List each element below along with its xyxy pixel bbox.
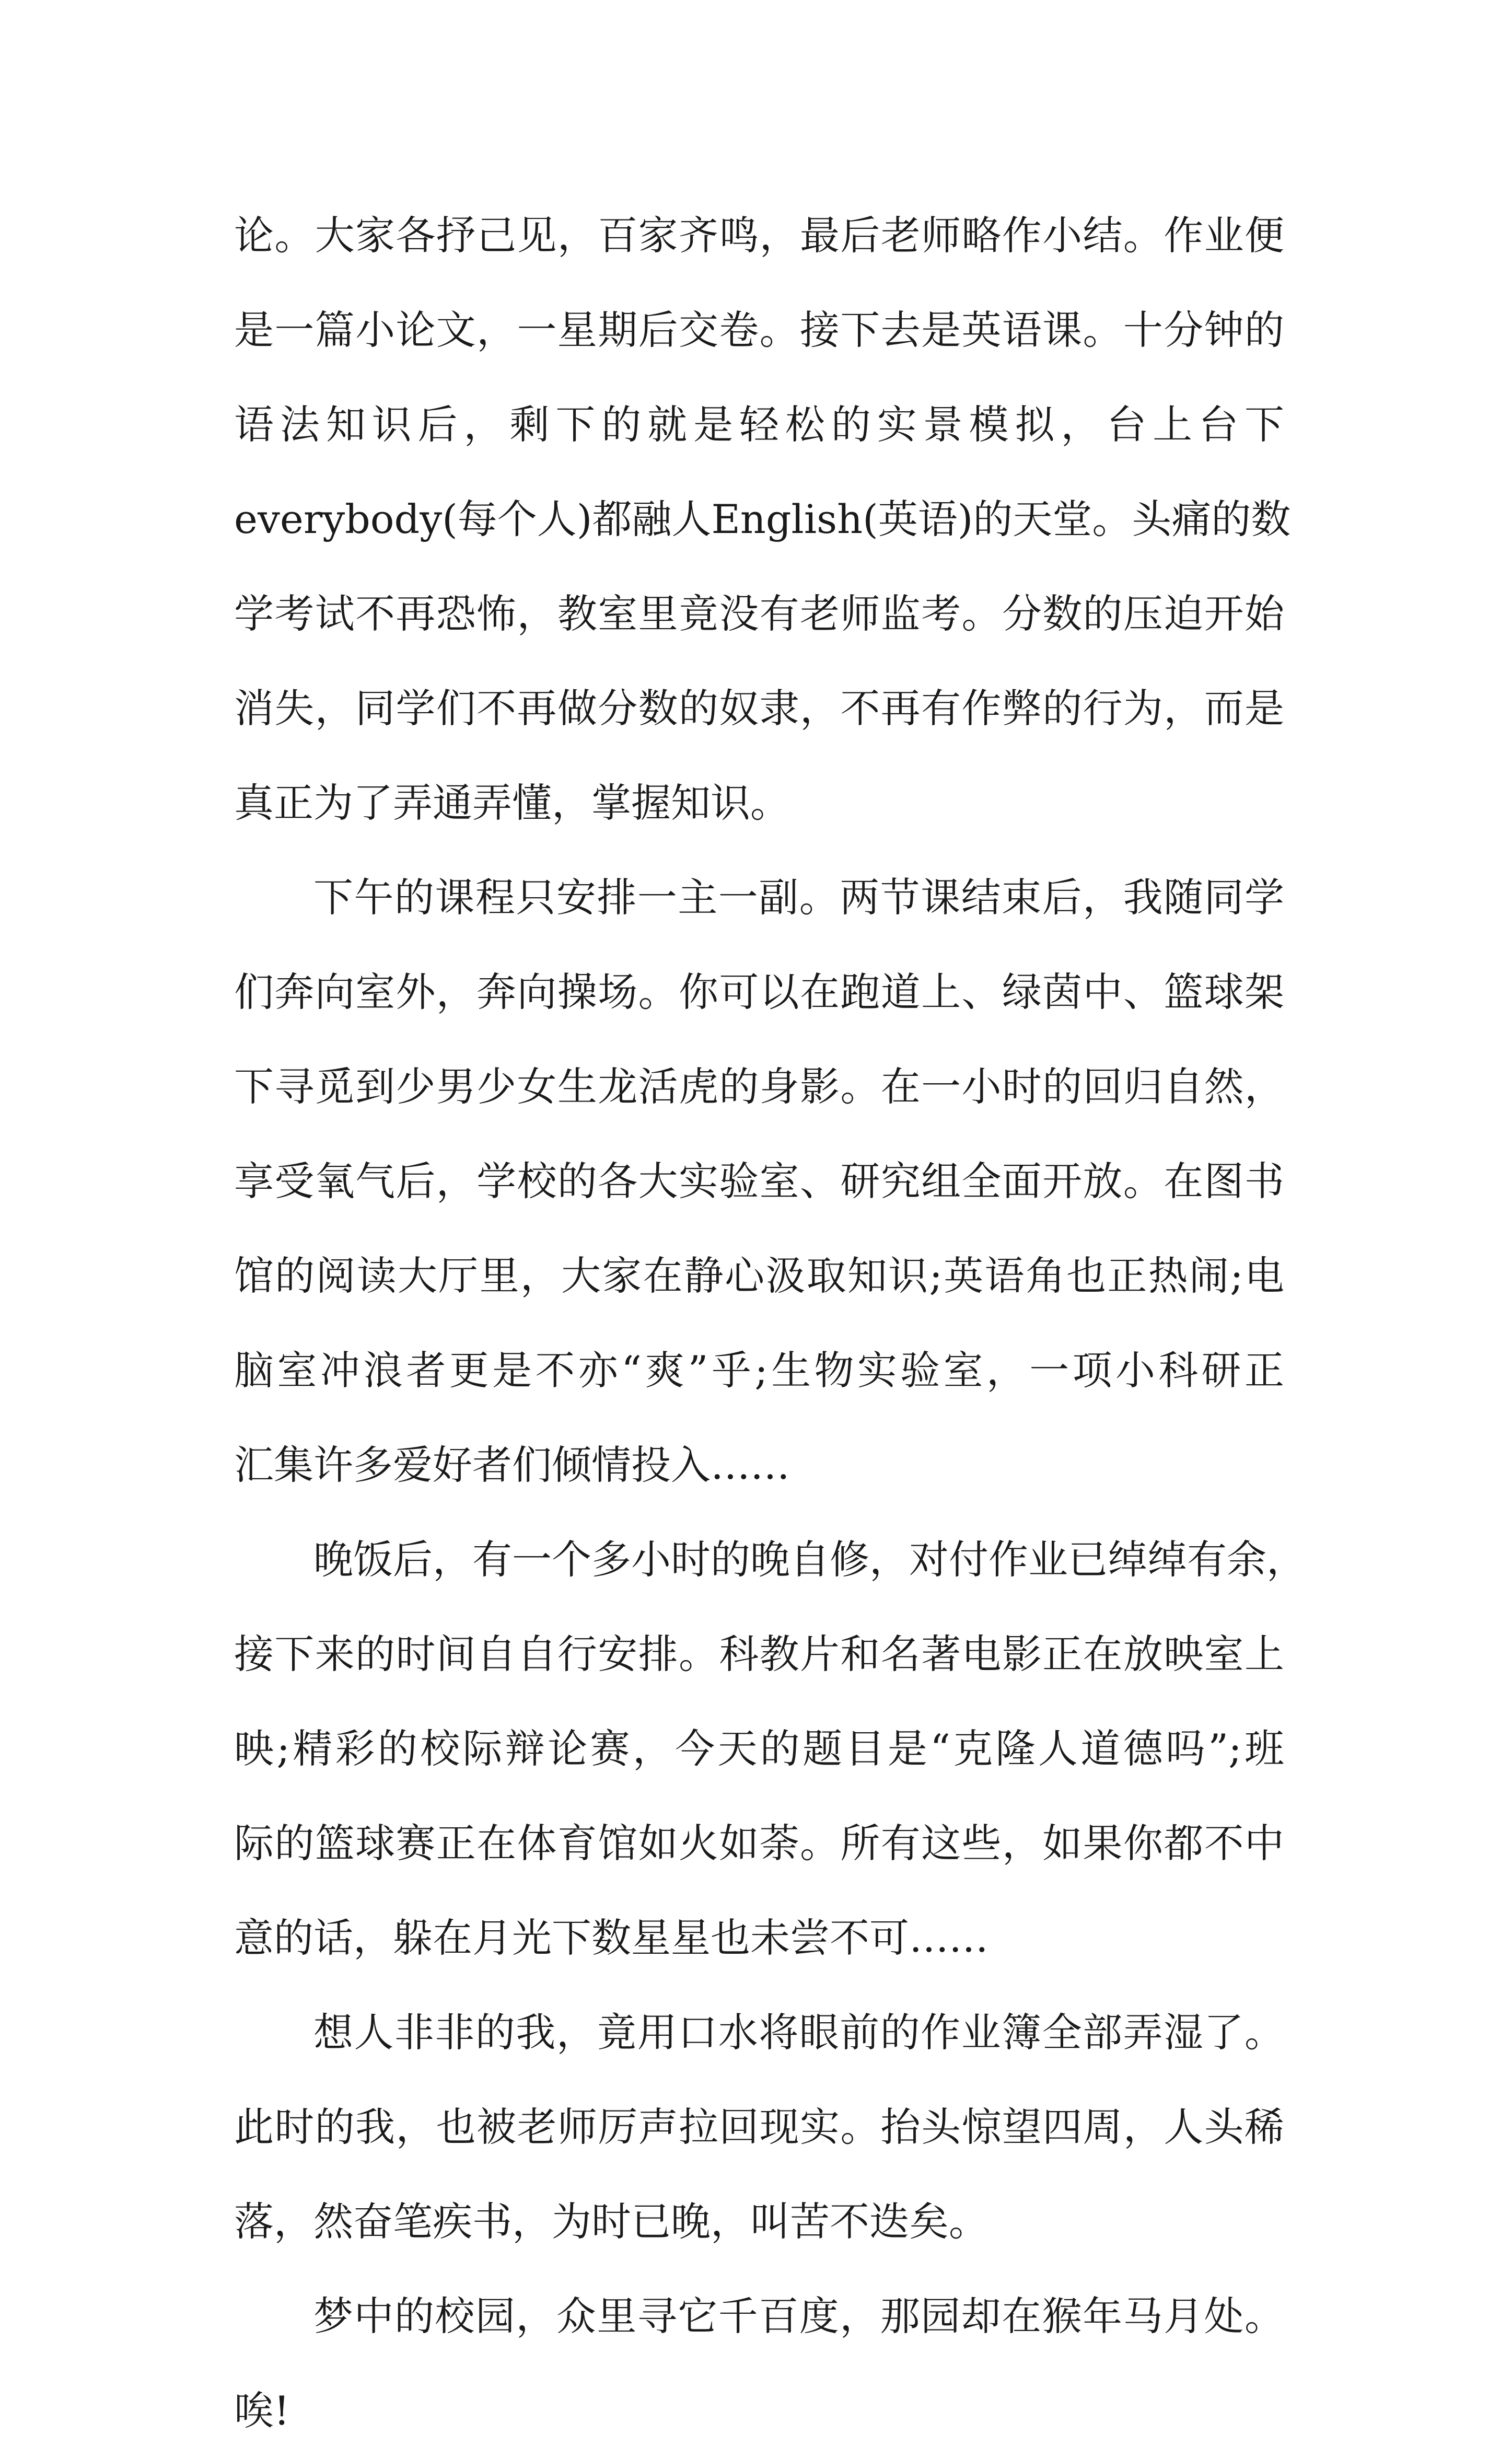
text-line: 想人非非的我，竟用口水将眼前的作业簿全部弄湿了。 [313,2009,1284,2056]
text-line: 是一篇小论文，一星期后交卷。接下去是英语课。十分钟的 [234,307,1284,353]
text-line: 脑室冲浪者更是不亦“爽”乎;生物实验室，一项小科研正 [234,1347,1284,1394]
text-line: 论。大家各抒己见，百家齐鸣，最后老师略作小结。作业便 [234,212,1284,259]
text-line: 消失，同学们不再做分数的奴隶，不再有作弊的行为，而是 [234,685,1284,732]
text-line: 汇集许多爱好者们倾情投入…… [234,1442,790,1488]
text-line: 梦中的校园，众里寻它千百度，那园却在猴年马月处。 [313,2293,1284,2339]
text-line: 真正为了弄通弄懂，掌握知识。 [234,780,790,826]
text-line: 此时的我，也被老师厉声拉回现实。抬头惊望四周，人头稀 [234,2104,1284,2150]
text-line: 接下来的时间自自行安排。科教片和名著电影正在放映室上 [234,1631,1284,1677]
text-line: 落，然奋笔疾书，为时已晚，叫苦不迭矣。 [234,2198,988,2245]
paragraph-5 [234,2269,1284,2458]
text-line: 们奔向室外，奔向操场。你可以在跑道上、绿茵中、篮球架 [234,969,1284,1015]
paragraph-3 [234,1512,1306,1985]
text-line: 享受氧气后，学校的各大实验室、研究组全面开放。在图书 [234,1158,1284,1204]
paragraph-4 [234,1985,1284,2269]
text-line: 语法知识后，剩下的就是轻松的实景模拟，台上台下 [234,401,1284,448]
document-body [234,188,1306,2458]
text-line: 唉! [234,2387,290,2434]
text-line: 学考试不再恐怖，教室里竟没有老师监考。分数的压迫开始 [234,590,1284,637]
text-line: 意的话，躲在月光下数星星也未尝不可…… [234,1915,988,1961]
text-line: 下寻觅到少男少女生龙活虎的身影。在一小时的回归自然， [234,1063,1284,1110]
paragraph-1 [234,188,1291,850]
text-line: 映;精彩的校际辩论赛，今天的题目是“克隆人道德吗”;班 [234,1725,1284,1772]
paragraph-2 [234,850,1284,1512]
text-line: 馆的阅读大厅里，大家在静心汲取知识;英语角也正热闹;电 [234,1253,1284,1299]
text-line: 晚饭后，有一个多小时的晚自修，对付作业已绰绰有余， [313,1536,1306,1583]
text-line: 际的篮球赛正在体育馆如火如荼。所有这些，如果你都不中 [234,1820,1284,1866]
text-line: 下午的课程只安排一主一副。两节课结束后，我随同学 [313,874,1284,921]
text-line: everybody(每个人)都融人English(英语)的天堂。头痛的数 [234,496,1291,542]
